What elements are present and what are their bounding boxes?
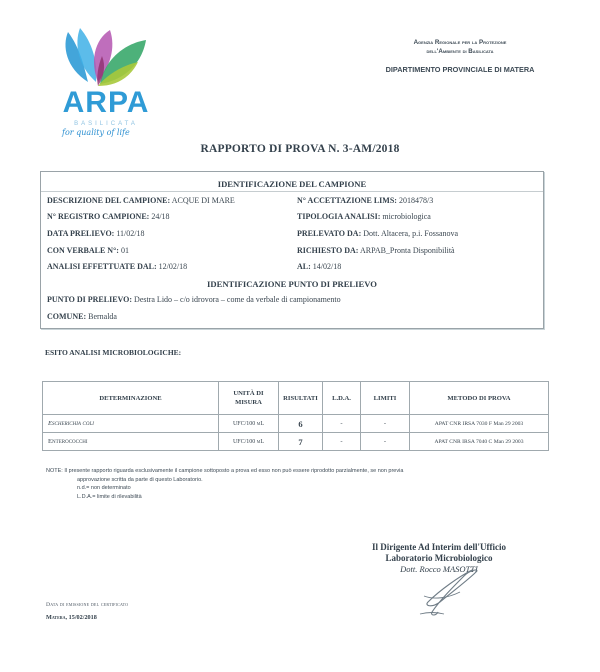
field-value: microbiologica [382, 212, 431, 221]
agency-name-line1: Agenzia Regionale per la Protezione [413, 39, 507, 46]
note-line: L.D.A.= limite di rilevabilità [77, 493, 142, 500]
cell-lda: - [323, 433, 361, 451]
field-registro [47, 212, 170, 221]
field-label: DESCRIZIONE DEL CAMPIONE: [47, 196, 171, 205]
field-prelevato-da [297, 229, 458, 238]
agency-name-line2: dell'Ambiente di Basilicata [426, 48, 494, 55]
section-title-sample: IDENTIFICAZIONE DEL CAMPIONE [217, 179, 367, 189]
field-label: COMUNE: [47, 312, 87, 321]
logo-tagline: for quality of life [62, 128, 130, 137]
cell-risultati: 7 [279, 433, 323, 451]
cell-limiti: - [361, 433, 410, 451]
field-value: Dott. Altacera, p.i. Fossanova [363, 229, 459, 238]
notes [46, 467, 403, 501]
note-line: NOTE: Il presente rapporto riguarda esclusivamente il campione sottoposto a prova ed esso non può essere riprodotto parzialmente, se non previa [46, 468, 404, 474]
field-value: 01 [120, 246, 129, 255]
field-label: AL: [297, 262, 311, 271]
field-value: 2018478/3 [398, 196, 434, 205]
field-value: Destra Lido – c/o idrovora – come da verbale di campionamento [134, 295, 341, 304]
table-row [43, 433, 549, 451]
field-comune [47, 312, 117, 321]
col-header-limiti: LIMITI [361, 382, 410, 415]
table-header-row [43, 382, 549, 415]
lotus-emblem-icon [58, 26, 154, 88]
emission-date: Matera, 15/02/2018 [46, 614, 97, 621]
field-value: 14/02/18 [312, 262, 342, 271]
results-table [42, 381, 549, 451]
signatory-office: Laboratorio Microbiologico [385, 553, 493, 563]
col-header-unita [219, 382, 279, 415]
signatory-name: Dott. Rocco MASOTTI [400, 564, 478, 574]
logo-wordmark: ARPA [62, 86, 150, 119]
field-label: N° ACCETTAZIONE LIMS: [297, 196, 397, 205]
field-richiesto-da [297, 246, 455, 255]
field-value: ARPAB_Pronta Disponibilità [359, 246, 455, 255]
field-value: 11/02/18 [116, 229, 145, 238]
section-title-sampling-point: IDENTIFICAZIONE PUNTO DI PRELIEVO [207, 279, 377, 289]
field-al [297, 262, 341, 271]
field-accettazione-lims [297, 196, 433, 205]
field-label: PRELEVATO DA: [297, 229, 362, 238]
field-tipologia [297, 212, 431, 221]
col-header-unita-line2: MISURA [235, 399, 262, 406]
cell-limiti: - [361, 415, 410, 433]
logo-region: BASILICATA [74, 121, 138, 127]
cell-determinazione: Enterococchi [43, 433, 219, 451]
handwritten-signature-icon [410, 566, 490, 618]
field-value: ACQUE DI MARE [171, 196, 235, 205]
col-header-lda: L.D.A. [323, 382, 361, 415]
table-row [43, 415, 549, 433]
cell-risultati: 6 [279, 415, 323, 433]
results-heading: ESITO ANALISI MICROBIOLOGICHE: [45, 348, 182, 357]
cell-unita: UFC/100 mL [219, 415, 279, 433]
note-line: approvazione scritta da parte di questo Laboratorio. [77, 476, 203, 483]
cell-metodo: APAT CNR IRSA 7040 C Man 29 2003 [410, 433, 549, 451]
field-verbale [47, 246, 129, 255]
arpa-logo [58, 26, 154, 138]
sample-identification-box [40, 171, 544, 329]
field-analisi-dal [47, 262, 187, 271]
field-value: 12/02/18 [158, 262, 188, 271]
col-header-determinazione: DETERMINAZIONE [43, 382, 219, 415]
cell-determinazione: Escherichia coli [43, 415, 219, 433]
report-title: RAPPORTO DI PROVA N. 3-AM/2018 [200, 143, 400, 155]
field-label: TIPOLOGIA ANALISI: [297, 212, 381, 221]
signatory-role: Il Dirigente Ad Interim dell'Ufficio [372, 542, 506, 552]
section-divider [41, 191, 543, 192]
field-label: PUNTO DI PRELIEVO: [47, 295, 133, 304]
field-label: CON VERBALE N°: [47, 246, 119, 255]
field-label: N° REGISTRO CAMPIONE: [47, 212, 150, 221]
note-line: n.d.= non determinato [77, 485, 131, 492]
cell-metodo: APAT CNR IRSA 7030 F Man 29 2003 [410, 415, 549, 433]
col-header-unita-line1: UNITÀ DI [233, 390, 264, 397]
field-value: 24/18 [151, 212, 170, 221]
col-header-risultati: RISULTATI [279, 382, 323, 415]
field-label: ANALISI EFFETTUATE DAL: [47, 262, 157, 271]
col-header-metodo: METODO DI PROVA [410, 382, 549, 415]
department-name: DIPARTIMENTO PROVINCIALE DI MATERA [385, 65, 535, 74]
field-punto-prelievo [47, 295, 341, 304]
field-label: RICHIESTO DA: [297, 246, 359, 255]
field-value: Bernalda [88, 312, 117, 321]
cell-lda: - [323, 415, 361, 433]
field-descrizione [47, 196, 235, 205]
field-data-prelievo [47, 229, 144, 238]
field-label: DATA PRELIEVO: [47, 229, 115, 238]
cell-unita: UFC/100 mL [219, 433, 279, 451]
emission-date-label: Data di emissione del certificato [46, 602, 129, 608]
